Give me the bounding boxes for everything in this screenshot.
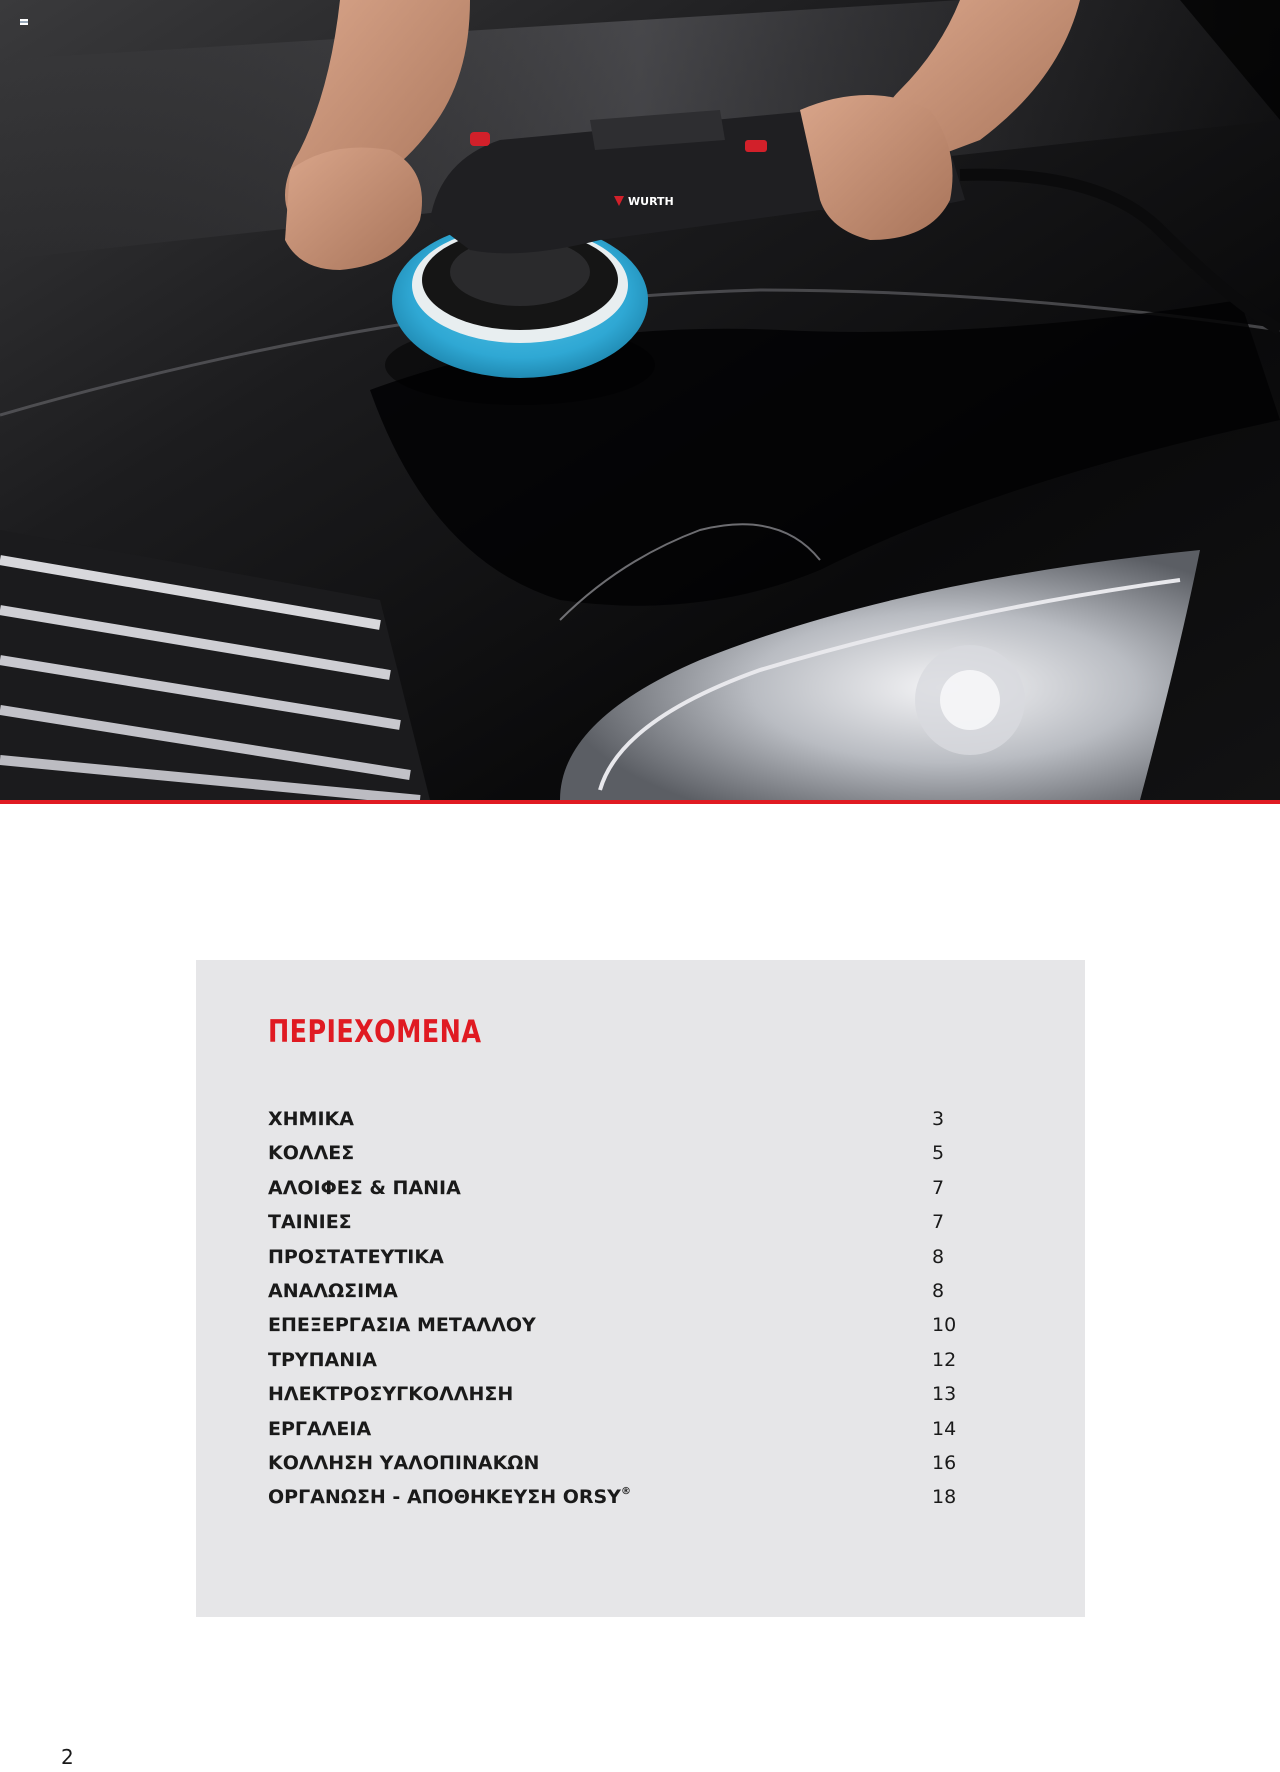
toc-entry-page: 7 (932, 1176, 945, 1199)
car-polishing-illustration (0, 0, 1280, 800)
toc-entry-label (268, 1136, 354, 1170)
toc-entry-label (268, 1171, 461, 1205)
toc-row[interactable] (268, 1274, 968, 1308)
toc-entry-page: 13 (932, 1383, 957, 1406)
red-divider (0, 800, 1280, 804)
toc-entry-label (268, 1308, 536, 1342)
page-number: 2 (61, 1745, 74, 1769)
toc-entry-label (268, 1102, 354, 1136)
toc-row[interactable] (268, 1205, 968, 1239)
toc-entry-text: ΤΑΙΝΙΕΣ (268, 1211, 352, 1234)
toc-entry-text: ΕΡΓΑΛΕΙΑ (268, 1417, 372, 1440)
toc-entry-text: ΚΟΛΛΕΣ (268, 1142, 355, 1165)
toc-entry-text: ΠΡΟΣΤΑΤΕΥΤΙΚΑ (268, 1245, 444, 1268)
toc-entry-page: 16 (932, 1451, 957, 1474)
toc-entry-page: 3 (932, 1108, 945, 1130)
toc-entry-label (268, 1205, 352, 1239)
toc-entry-label (268, 1377, 513, 1411)
table-of-contents (196, 960, 1085, 1617)
toc-entry-text: ΧΗΜΙΚΑ (268, 1108, 354, 1130)
hero-photo (0, 0, 1280, 800)
toc-row[interactable] (268, 1308, 968, 1342)
toc-row[interactable] (268, 1136, 968, 1170)
toc-entry-label (268, 1240, 444, 1274)
toc-entry-text: ΚΟΛΛΗΣΗ ΥΑΛΟΠΙΝΑΚΩΝ (268, 1451, 540, 1474)
toc-entry-text: ΗΛΕΚΤΡΟΣΥΓΚΟΛΛΗΣΗ (268, 1383, 514, 1406)
toc-row[interactable] (268, 1343, 968, 1377)
toc-entry-label (268, 1274, 398, 1308)
toc-entry-page: 5 (932, 1142, 945, 1165)
toc-row[interactable] (268, 1480, 968, 1514)
toc-row[interactable] (268, 1412, 968, 1446)
toc-entry-label (268, 1480, 631, 1514)
toc-entry-label (268, 1446, 539, 1480)
toc-entry-page: 12 (932, 1348, 957, 1371)
toc-row[interactable] (268, 1446, 968, 1480)
toc-list (268, 1102, 968, 1515)
toc-entry-page: 10 (932, 1314, 957, 1337)
toc-entry-text: ΑΛΟΙΦΕΣ & ΠΑΝΙΑ (268, 1176, 461, 1199)
trademark-symbol: ® (620, 1486, 631, 1498)
toc-entry-text: ΤΡΥΠΑΝΙΑ (268, 1348, 377, 1371)
toc-row[interactable] (268, 1377, 968, 1411)
toc-entry-text: ΑΝΑΛΩΣΙΜΑ (268, 1279, 398, 1302)
toc-entry-page: 7 (932, 1211, 945, 1234)
toc-entry-page: 8 (932, 1279, 945, 1302)
toc-entry-label (268, 1343, 377, 1377)
toc-entry-label (268, 1412, 371, 1446)
toc-entry-text: ΟΡΓΑΝΩΣΗ - ΑΠΟΘΗΚΕΥΣΗ ORSY (268, 1486, 621, 1509)
toc-title: ΠΕΡΙΕΧΟΜΕΝΑ (268, 1014, 482, 1050)
brand-logo-text: WURTH (628, 195, 674, 208)
toc-entry-page: 14 (932, 1417, 957, 1440)
toc-row[interactable] (268, 1171, 968, 1205)
toc-entry-text: ΕΠΕΞΕΡΓΑΣΙΑ ΜΕΤΑΛΛΟΥ (268, 1314, 536, 1337)
toc-row[interactable] (268, 1102, 968, 1136)
toc-entry-page: 18 (932, 1486, 957, 1509)
toc-entry-page: 8 (932, 1245, 945, 1268)
flag-icon (20, 19, 28, 25)
toc-row[interactable] (268, 1240, 968, 1274)
